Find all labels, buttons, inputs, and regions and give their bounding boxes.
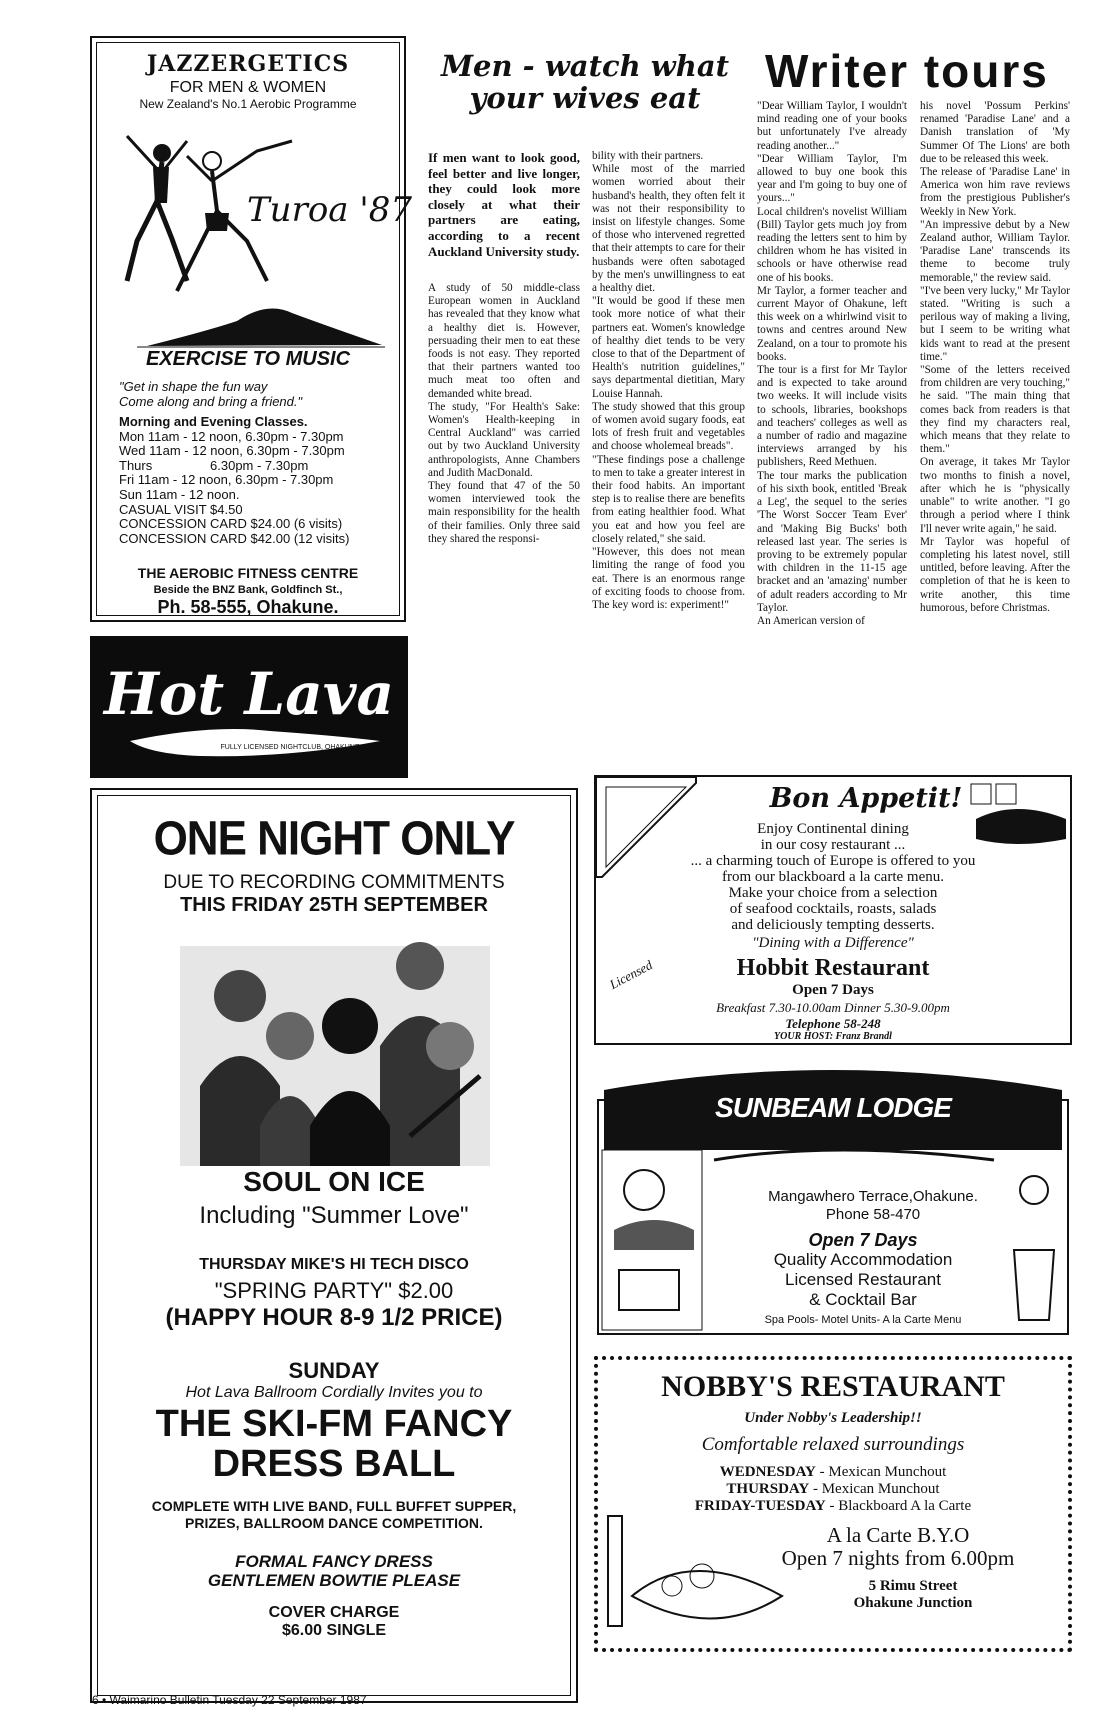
hobbit-hours: Breakfast 7.30-10.00am Dinner 5.30-9.00pm xyxy=(716,1000,950,1015)
bon-description: Enjoy Continental dining in our cosy restaurant ... ... a charming touch of Europe is offered to you from our blackboard a la carte menu. Make your choice from a selection of seafood cocktails, roasts, salads and deliciously tempting desserts. xyxy=(690,821,976,933)
men-column-1: A study of 50 middle-class European women in Auckland has revealed that they know what a healthy diet is. However, persuading their men to eat these foods is not easy. They reported that their partners wanted too much meat too often and demanded white bread. The study, "For Health's Sake: Women's Health-keeping in Central Auckland" was carried out by two Auckland University anthropologists, Anne Chambers and Judith MacDonald. They found that 47 of the 50 women interviewed took the main responsibility for the health of their families. Only three said they shared the responsi- xyxy=(428,282,580,545)
dining-slogan: "Dining with a Difference" xyxy=(752,935,914,951)
nobbys-title: NOBBY'S RESTAURANT xyxy=(661,1370,1005,1403)
sunbeam-address: Mangawhero Terrace,Ohakune. Phone 58-470 xyxy=(768,1188,978,1223)
hot-lava-banner xyxy=(90,636,408,778)
nobbys-comfort: Comfortable relaxed surroundings xyxy=(701,1434,965,1455)
bon-title: Bon Appetit! xyxy=(769,783,963,814)
thursday-line: THURSDAY MIKE'S HI TECH DISCO xyxy=(199,1256,469,1273)
recording-note: DUE TO RECORDING COMMITMENTS xyxy=(163,872,505,893)
nobbys-leadership: Under Nobby's Leadership!! xyxy=(744,1410,922,1426)
dancers-illustration xyxy=(117,131,412,351)
jazzergetics-ad xyxy=(90,36,412,622)
men-column-2: bility with their partners. While most of the married women worried about their husband's health, they often felt it was not their responsibility to insist on lifestyle changes. Some of those who intervened regretted that their attempts to care for their husbands were often sabotaged by the men's unwillingness to eat a healthy diet. "It would be good if these men took more notice of what their partners eat. Women's knowledge of healthy diet tends to be very close to that of the Department of Health's nutrition guidelines," says departmental dietitian, Mary Louise Hannah. The study showed that this group of women avoid sugary foods, eat lots of fresh fruit and vegetables and choose wholemeal breads". "These findings pose a challenge to men to take a greater interest in their food habits. An important step is to realise there are benefits from eating healthier food. What you eat and how you feel are closely related," she said. "However, this does not mean limiting the range of food you eat. There is an enormous range of exciting foods to choose from. The key word is: experiment!" xyxy=(592,150,745,611)
sunbeam-features: Quality Accommodation Licensed Restaurant & Cocktail Bar xyxy=(773,1250,953,1309)
nobbys-byo: A la Carte B.Y.O Open 7 nights from 6.00pm xyxy=(781,1523,1015,1570)
svg-text:FULLY LICENSED NIGHTCLUB, OHAK: FULLY LICENSED NIGHTCLUB, OHAKUNE xyxy=(220,744,360,751)
date-line: THIS FRIDAY 25TH SEPTEMBER xyxy=(180,894,488,916)
hobbit-host: YOUR HOST: Franz Brandl xyxy=(774,1031,892,1042)
happy-hour: (HAPPY HOUR 8-9 1/2 PRICE) xyxy=(165,1304,503,1331)
ski-fm-ball-title: THE SKI-FM FANCY DRESS BALL xyxy=(155,1403,513,1485)
one-night-only-ad xyxy=(90,788,578,1703)
sunbeam-amenities: Spa Pools- Motel Units- A la Carte Menu xyxy=(764,1314,962,1326)
turoa-script: Turoa '87 xyxy=(247,190,412,230)
exercise-heading: EXERCISE TO MUSIC xyxy=(145,348,351,370)
fitness-centre-info: THE AEROBIC FITNESS CENTRE Beside the BNZ Bank, Goldfinch St., Ph. 58-555, Ohakune. xyxy=(137,565,359,617)
hobbit-telephone: Telephone 58-248 xyxy=(785,1016,881,1031)
nobbys-menu-days: WEDNESDAY - Mexican Munchout THURSDAY - Mexican Munchout FRIDAY-TUESDAY - Blackboard A la Carte xyxy=(694,1464,972,1514)
ball-details: COMPLETE WITH LIVE BAND, FULL BUFFET SUPPER, PRIZES, BALLROOM DANCE COMPETITION. xyxy=(151,1498,517,1531)
jazz-subtitle: FOR MEN & WOMEN xyxy=(169,79,327,96)
hobbit-open: Open 7 Days xyxy=(792,982,874,998)
song-note: Including "Summer Love" xyxy=(199,1202,469,1229)
jazz-tagline: New Zealand's No.1 Aerobic Programme xyxy=(139,97,357,111)
spring-party: "SPRING PARTY" $2.00 xyxy=(214,1278,454,1303)
hobbit-restaurant-name: Hobbit Restaurant xyxy=(736,955,930,981)
bon-appetit-ad xyxy=(594,775,1072,1045)
writer-headline: Writer tours xyxy=(765,45,1049,97)
jazz-slogan: "Get in shape the fun way Come along and bring a friend." xyxy=(119,379,303,409)
class-schedule: Morning and Evening Classes. Mon 11am - 12 noon, 6.30pm - 7.30pm Wed 11am - 12 noon, 6.30pm - 7.30pm Thurs 6.30pm - 7.30pm Fri 11am - 12 noon, 6.30pm - 7.30pm Sun 11am - 12 noon. CASUAL VISIT $4.50 CONCESSION CARD $24.00 (6 visits) CONCESSION CARD $42.00 (12 visits) xyxy=(119,414,350,546)
sunbeam-title: SUNBEAM LODGE xyxy=(715,1092,951,1123)
nobbys-restaurant-ad xyxy=(594,1356,1072,1652)
dress-code: FORMAL FANCY DRESS GENTLEMEN BOWTIE PLEASE xyxy=(207,1552,461,1590)
men-headline: Men - watch what your wives eat xyxy=(440,49,730,115)
one-night-only-title: ONE NIGHT ONLY xyxy=(153,811,515,866)
hot-lava-logo xyxy=(90,636,408,778)
cover-charge: COVER CHARGE $6.00 SINGLE xyxy=(268,1604,400,1639)
sunbeam-lodge-ad xyxy=(594,1060,1072,1338)
sunday-heading: SUNDAY xyxy=(288,1358,380,1383)
licensed-mark: Licensed xyxy=(606,957,655,993)
nobbys-address: 5 Rimu Street Ohakune Junction xyxy=(853,1578,973,1611)
jazz-title: JAZZERGETICS xyxy=(146,51,350,77)
men-lede: If men want to look good, feel better and live longer, they could look more closely at what their partners are eating, according to a recent Auckland University study. xyxy=(428,150,580,259)
sunbeam-open: Open 7 Days xyxy=(808,1230,918,1250)
writer-column-2: his novel 'Possum Perkins' renamed 'Paradise Lane' and a Danish translation of 'My Summer Of The Lions' are both due to be released this week. The release of 'Paradise Lane' in America won him rave reviews from the prestigious Publisher's Weekly in New York. "An impressive debut by a New Zealand author, William Taylor. 'Paradise Lane' transcends its theme to become truly memorable," the review said. "I've been very lucky," Mr Taylor stated. "Writing is such a perilous way of making a living, but I seem to be writing what kids want to read at the present time." "Some of the letters received from children are very touching," he said. "The main thing that comes back from readers is that they find my characters real, which means that they relate to them." On average, it takes Mr Taylor two months to finish a novel, after which he is "physically unable" to write another. "I go through a period where I think I'll never write again," he said. Mr Taylor was hopeful of completing his latest novel, still untitled, before leaving. After the completion of that he is keen to write another, this time humorous, before Christmas. xyxy=(920,100,1070,614)
writer-column-1: "Dear William Taylor, I wouldn't mind reading one of your books but unfortunately I've already reading another..." "Dear William Taylor, I'm allowed to buy one book this year and I'm going to buy one of yours..." Local children's novelist William (Bill) Taylor gets much joy from reading the letters sent to him by children whom he has visited in schools or have otherwise read one of his books. Mr Taylor, a former teacher and current Mayor of Ohakune, left this week on a whirlwind visit to towns and centres around New Zealand, on a tour to promote his books. The tour is a first for Mr Taylor and is expected to take around two weeks. It will include visits to schools, libraries, bookshops and teachers' colleges as well as a number of radio and magazine interviews arranged by his publishers, Reed Methuen. The tour marks the publication of his sixth book, entitled 'Break a Leg', the sequel to the series 'The Worst Soccer Team Ever' and 'Making Big Bucks' both released last year. The series is proving to be extremely popular with children in the 11-15 age bracket and an 'amazing' number of adult readers according to Mr Taylor. An American version of xyxy=(757,100,907,627)
band-name: SOUL ON ICE xyxy=(243,1166,425,1197)
page-footer: 6 • Waimarino Bulletin Tuesday 22 September 1987 xyxy=(92,1693,367,1707)
invite-line: Hot Lava Ballroom Cordially Invites you to xyxy=(185,1384,483,1401)
svg-text:Hot Lava: Hot Lava xyxy=(103,660,395,728)
